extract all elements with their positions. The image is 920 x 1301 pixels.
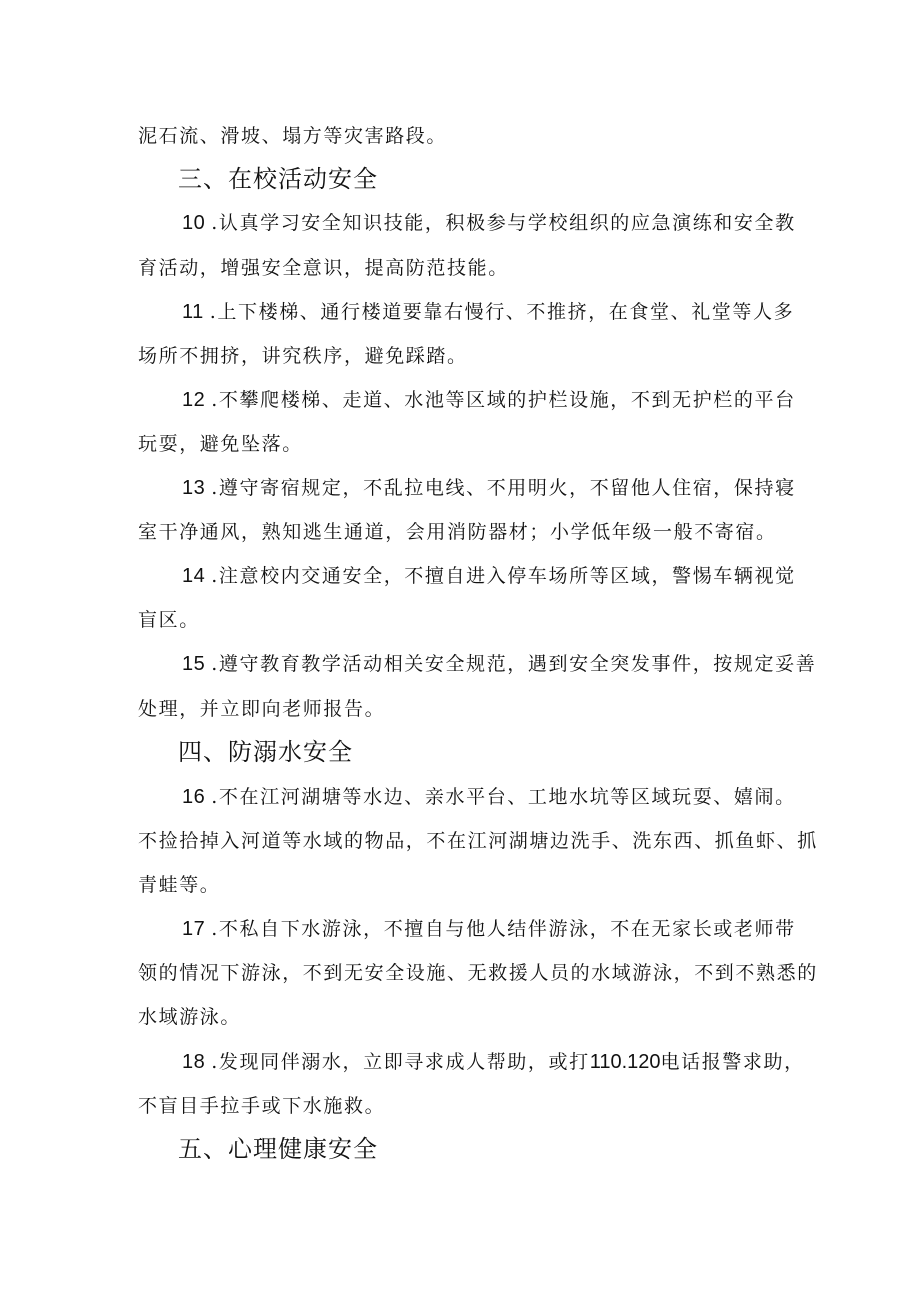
item-18-number: 18 [182,1051,206,1073]
item-13-line-2: 室干净通风，熟知逃生通道，会用消防器材；小学低年级一般不寄宿。 [138,521,777,543]
item-11-number: 11 [182,301,204,323]
item-12-line-1 [182,388,798,412]
item-18-text-1a: .发现同伴溺水，立即寻求成人帮助，或打 [211,1051,590,1073]
section-4-heading: 四、防溺水安全 [178,738,353,766]
item-18-phone-numbers: 110.120 [589,1051,661,1073]
item-16-number: 16 [182,786,206,808]
item-15-line-1 [182,652,817,676]
item-11-line-1 [182,300,798,324]
item-17-number: 17 [182,918,206,940]
item-14-line-1 [182,564,798,588]
item-13-text-1: .遵守寄宿规定，不乱拉电线、不用明火，不留他人住宿，保持寝 [211,477,796,499]
item-18-text-1b: 电话报警求助， [660,1051,805,1073]
item-17-line-1 [182,917,798,941]
item-18-line-1 [182,1050,805,1074]
item-11-line-2: 场所不拥挤，讲究秩序，避免踩踏。 [138,345,468,367]
item-15-line-2: 处理，并立即向老师报告。 [138,698,386,720]
item-18-line-2: 不盲目手拉手或下水施救。 [138,1095,386,1117]
item-16-line-2: 不捡拾掉入河道等水域的物品，不在江河湖塘边洗手、洗东西、抓鱼虾、抓 [138,830,818,852]
item-15-number: 15 [182,653,206,675]
intro-line: 泥石流、滑坡、塌方等灾害路段。 [138,125,448,147]
item-17-line-2: 领的情况下游泳，不到无安全设施、无救援人员的水域游泳，不到不熟悉的 [138,962,818,984]
item-13-line-1 [182,476,798,500]
item-13-number: 13 [182,477,206,499]
item-10-line-2: 育活动，增强安全意识，提高防范技能。 [138,257,509,279]
section-5-heading: 五、心理健康安全 [178,1135,378,1163]
section-3-heading: 三、在校活动安全 [178,165,378,193]
item-14-number: 14 [182,565,206,587]
item-10-line-1 [182,211,798,235]
item-16-line-3: 青蛙等。 [138,874,221,896]
item-15-text-1: .遵守教育教学活动相关安全规范，遇到安全突发事件，按规定妥善 [211,653,817,675]
item-12-text-1: .不攀爬楼梯、走道、水池等区域的护栏设施，不到无护栏的平台 [211,389,796,411]
item-10-text-1: .认真学习安全知识技能，积极参与学校组织的应急演练和安全教 [211,212,796,234]
item-12-line-2: 玩耍，避免坠落。 [138,433,303,455]
item-17-line-3: 水域游泳。 [138,1006,242,1028]
item-16-text-1: .不在江河湖塘等水边、亲水平台、工地水坑等区域玩耍、嬉闹。 [211,786,796,808]
item-14-line-2: 盲区。 [138,609,200,631]
item-11-text-1: .上下楼梯、通行楼道要靠右慢行、不推挤，在食堂、礼堂等人多 [209,301,795,323]
item-14-text-1: .注意校内交通安全，不擅自进入停车场所等区域，警惕车辆视觉 [211,565,796,587]
item-10-number: 10 [182,212,206,234]
item-12-number: 12 [182,389,206,411]
item-17-text-1: .不私自下水游泳，不擅自与他人结伴游泳，不在无家长或老师带 [211,918,796,940]
item-16-line-1 [182,785,798,809]
